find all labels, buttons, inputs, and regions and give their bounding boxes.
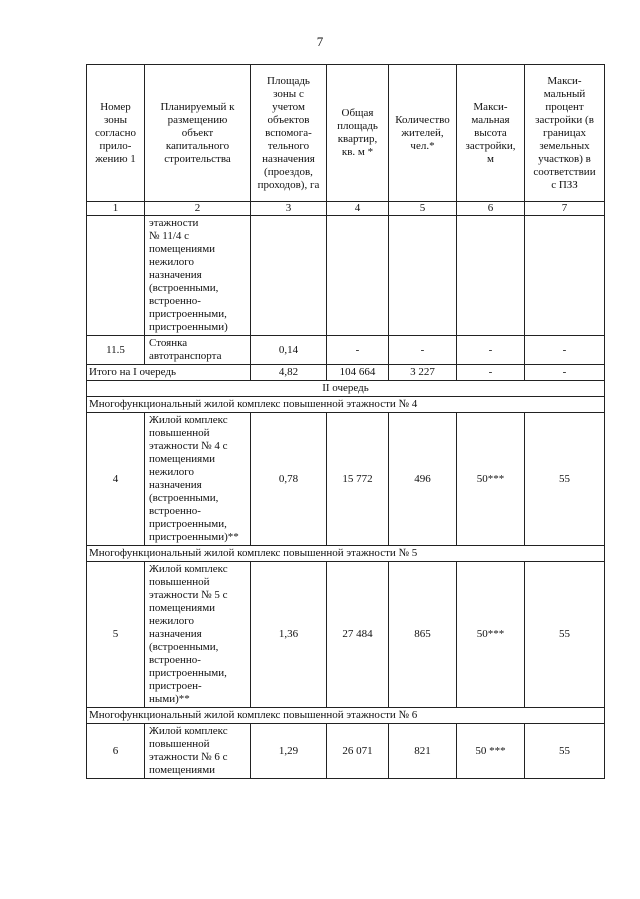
total-label: Итого на I очередь — [87, 365, 251, 381]
object-name: этажности № 11/4 с помещениями нежилого назначения (встроенными, встроенно- пристроенными, пристроенными) — [145, 216, 251, 336]
residents — [389, 216, 457, 336]
zone-number — [87, 216, 145, 336]
max-percent: - — [525, 365, 605, 381]
apartment-area: 27 484 — [327, 562, 389, 708]
object-name: Жилой комплекс повышенной этажности № 4 с помещениями нежилого назначения (встроенными, встроенно- пристроенными, пристроенными)** — [145, 413, 251, 546]
table-row — [87, 336, 605, 365]
max-height — [457, 216, 525, 336]
section-heading: Многофункциональный жилой комплекс повышенной этажности № 4 — [87, 397, 605, 413]
header-residents: Количество жителей, чел.* — [389, 65, 457, 202]
max-height: - — [457, 336, 525, 365]
header-apartment-area: Общая площадь квартир, кв. м * — [327, 65, 389, 202]
column-number-row — [87, 202, 605, 216]
header-zone-area: Площадь зоны с учетом объектов вспомога- тельного назначения (проездов, проходов), га — [251, 65, 327, 202]
zone-number: 11.5 — [87, 336, 145, 365]
table-row — [87, 413, 605, 546]
total-row — [87, 365, 605, 381]
table-row — [87, 724, 605, 779]
column-number: 3 — [251, 202, 327, 216]
header-planned-object: Планируемый к размещению объект капитального строительства — [145, 65, 251, 202]
apartment-area: 26 071 — [327, 724, 389, 779]
residents: 496 — [389, 413, 457, 546]
section-heading: Многофункциональный жилой комплекс повышенной этажности № 5 — [87, 546, 605, 562]
header-zone-number: Номер зоны согласно прило- жению 1 — [87, 65, 145, 202]
apartment-area: 15 772 — [327, 413, 389, 546]
section-row — [87, 708, 605, 724]
object-name: Жилой комплекс повышенной этажности № 5 с помещениями нежилого назначения (встроенными, встроенно- пристроенными, пристроен- ными)** — [145, 562, 251, 708]
max-height: 50*** — [457, 562, 525, 708]
column-number: 6 — [457, 202, 525, 216]
zone-area — [251, 216, 327, 336]
residents: - — [389, 336, 457, 365]
table-row — [87, 216, 605, 336]
max-percent: 55 — [525, 724, 605, 779]
zone-number: 6 — [87, 724, 145, 779]
apartment-area — [327, 216, 389, 336]
max-percent: - — [525, 336, 605, 365]
apartment-area: - — [327, 336, 389, 365]
header-max-height: Макси- мальная высота застройки, м — [457, 65, 525, 202]
max-height: 50 *** — [457, 724, 525, 779]
column-number: 4 — [327, 202, 389, 216]
zone-area: 4,82 — [251, 365, 327, 381]
column-number: 1 — [87, 202, 145, 216]
object-name: Жилой комплекс повышенной этажности № 6 с помещениями — [145, 724, 251, 779]
object-name: Стоянка автотранспорта — [145, 336, 251, 365]
section-row — [87, 546, 605, 562]
residents: 3 227 — [389, 365, 457, 381]
header-row — [87, 65, 605, 202]
zone-number: 4 — [87, 413, 145, 546]
column-number: 7 — [525, 202, 605, 216]
page-number: 7 — [316, 34, 324, 49]
stage-row — [87, 381, 605, 397]
zone-area: 0,78 — [251, 413, 327, 546]
header-max-percent: Макси- мальный процент застройки (в границах земельных участков) в соответствии с ПЗЗ — [525, 65, 605, 202]
max-percent: 55 — [525, 562, 605, 708]
column-number: 5 — [389, 202, 457, 216]
stage-heading: II очередь — [87, 381, 605, 397]
max-height: - — [457, 365, 525, 381]
zone-area: 1,36 — [251, 562, 327, 708]
zone-area: 1,29 — [251, 724, 327, 779]
zones-table — [86, 64, 605, 779]
max-height: 50*** — [457, 413, 525, 546]
section-row — [87, 397, 605, 413]
section-heading: Многофункциональный жилой комплекс повышенной этажности № 6 — [87, 708, 605, 724]
residents: 865 — [389, 562, 457, 708]
max-percent: 55 — [525, 413, 605, 546]
zone-number: 5 — [87, 562, 145, 708]
max-percent — [525, 216, 605, 336]
table-row — [87, 562, 605, 708]
residents: 821 — [389, 724, 457, 779]
zone-area: 0,14 — [251, 336, 327, 365]
apartment-area: 104 664 — [327, 365, 389, 381]
column-number: 2 — [145, 202, 251, 216]
